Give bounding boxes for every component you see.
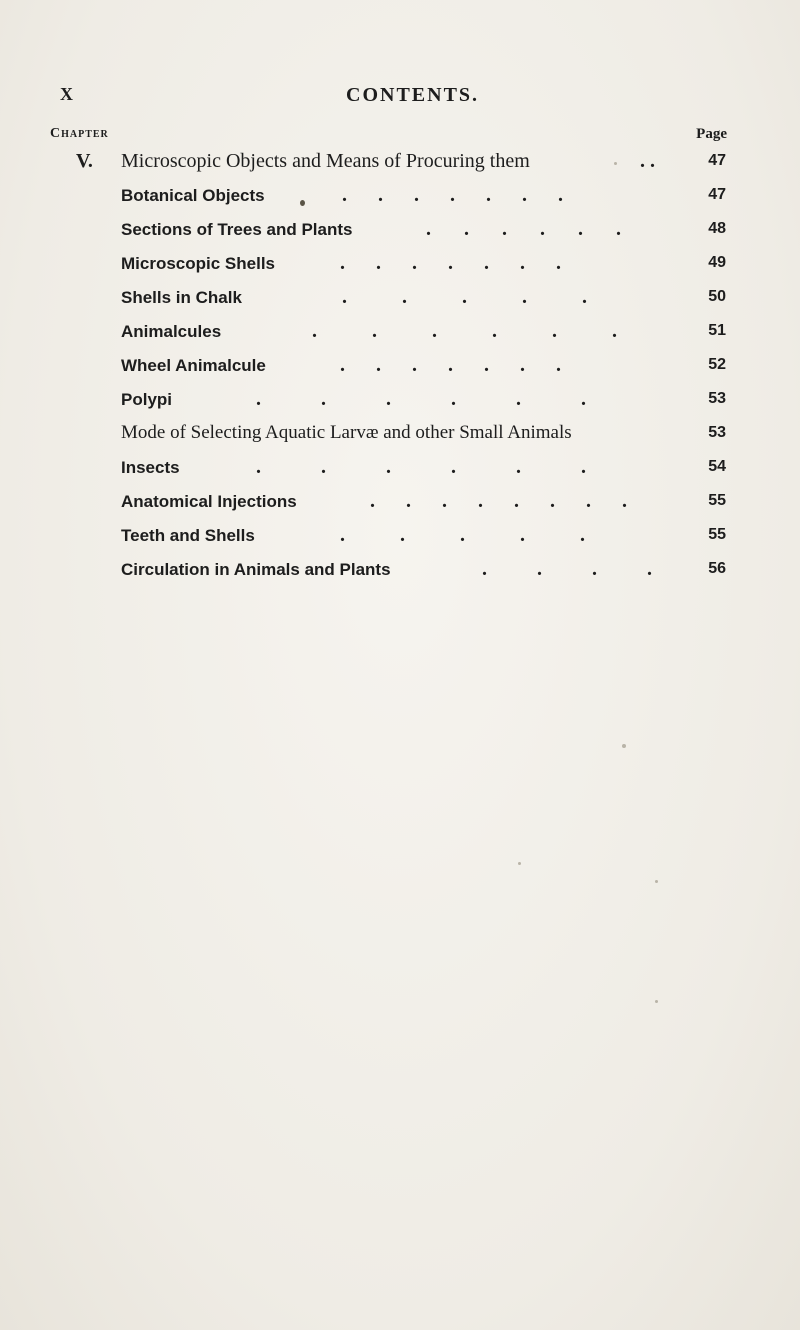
entry-title: Microscopic Objects and Means of Procuring them — [121, 150, 530, 172]
column-headings — [50, 126, 730, 148]
dot-leader: . . . . . . — [426, 218, 635, 240]
entry-page-number: 54 — [708, 458, 726, 475]
entry-title: Microscopic Shells — [121, 254, 275, 273]
chapter-number: V. — [76, 150, 93, 172]
entry-title: Polypi — [121, 390, 173, 409]
paper-speck — [614, 162, 617, 165]
entry-title: Shells in Chalk — [121, 288, 242, 307]
running-title: CONTENTS. — [346, 84, 480, 106]
entry-page-number: 51 — [708, 322, 726, 339]
page-column-heading: Page — [696, 126, 727, 142]
contents-entry — [0, 388, 800, 422]
entry-title: Circulation in Animals and Plants — [121, 560, 391, 579]
entry-page-number: 48 — [708, 220, 726, 237]
entry-page-number: 53 — [708, 390, 726, 407]
dot-leader: . . . . . . . . — [370, 490, 640, 512]
paper-speck — [622, 744, 626, 748]
dot-leader: . . . . . . . — [340, 252, 574, 274]
entry-title: Sections of Trees and Plants — [121, 220, 353, 239]
contents-entry — [0, 320, 800, 354]
contents-entry — [0, 490, 800, 524]
entry-title: Wheel Animalcule — [121, 356, 266, 375]
dot-leader: . . . . . — [342, 286, 594, 308]
entry-page-number: 55 — [708, 492, 726, 509]
contents-entry — [0, 558, 800, 592]
entry-page-number: 53 — [708, 424, 726, 441]
contents-entry — [0, 286, 800, 320]
entry-title: Animalcules — [121, 322, 222, 341]
entry-title: Mode of Selecting Aquatic Larvæ and other Small Animals — [121, 422, 572, 443]
contents-entry — [0, 524, 800, 558]
contents-entry — [0, 456, 800, 490]
dot-leader: . . . . . . — [312, 320, 624, 342]
entry-page-number: 50 — [708, 288, 726, 305]
entry-title: Teeth and Shells — [121, 526, 255, 545]
dot-leader: . . . . . . . — [342, 184, 576, 206]
chapter-column-heading: Chapter — [50, 126, 109, 141]
entry-title: Anatomical Injections — [121, 492, 297, 511]
entry-page-number: 47 — [708, 152, 726, 169]
dot-leader: . . . . — [482, 558, 658, 580]
dot-leader: . . — [640, 150, 655, 172]
contents-entry — [0, 422, 800, 456]
paper-speck — [518, 862, 521, 865]
entry-page-number: 47 — [708, 186, 726, 203]
contents-entry — [0, 184, 800, 218]
paper-speck — [655, 880, 658, 883]
contents-entry — [0, 218, 800, 252]
dot-leader: . . . . . . — [256, 456, 594, 478]
entry-title: Insects — [121, 458, 180, 477]
paper-speck — [655, 1000, 658, 1003]
entry-page-number: 52 — [708, 356, 726, 373]
dot-leader: . . . . . . — [256, 388, 594, 410]
contents-entry — [0, 252, 800, 286]
contents-entry — [0, 354, 800, 388]
entry-page-number: 49 — [708, 254, 726, 271]
page-folio: X — [60, 84, 74, 104]
contents-entry — [0, 150, 800, 184]
entry-title: Botanical Objects — [121, 186, 265, 205]
entry-page-number: 56 — [708, 560, 726, 577]
page-header — [56, 84, 746, 114]
ink-speck — [300, 200, 305, 206]
dot-leader: . . . . . . . — [340, 354, 574, 376]
dot-leader: . . . . . — [340, 524, 592, 546]
entry-page-number: 55 — [708, 526, 726, 543]
contents-list — [0, 150, 800, 592]
